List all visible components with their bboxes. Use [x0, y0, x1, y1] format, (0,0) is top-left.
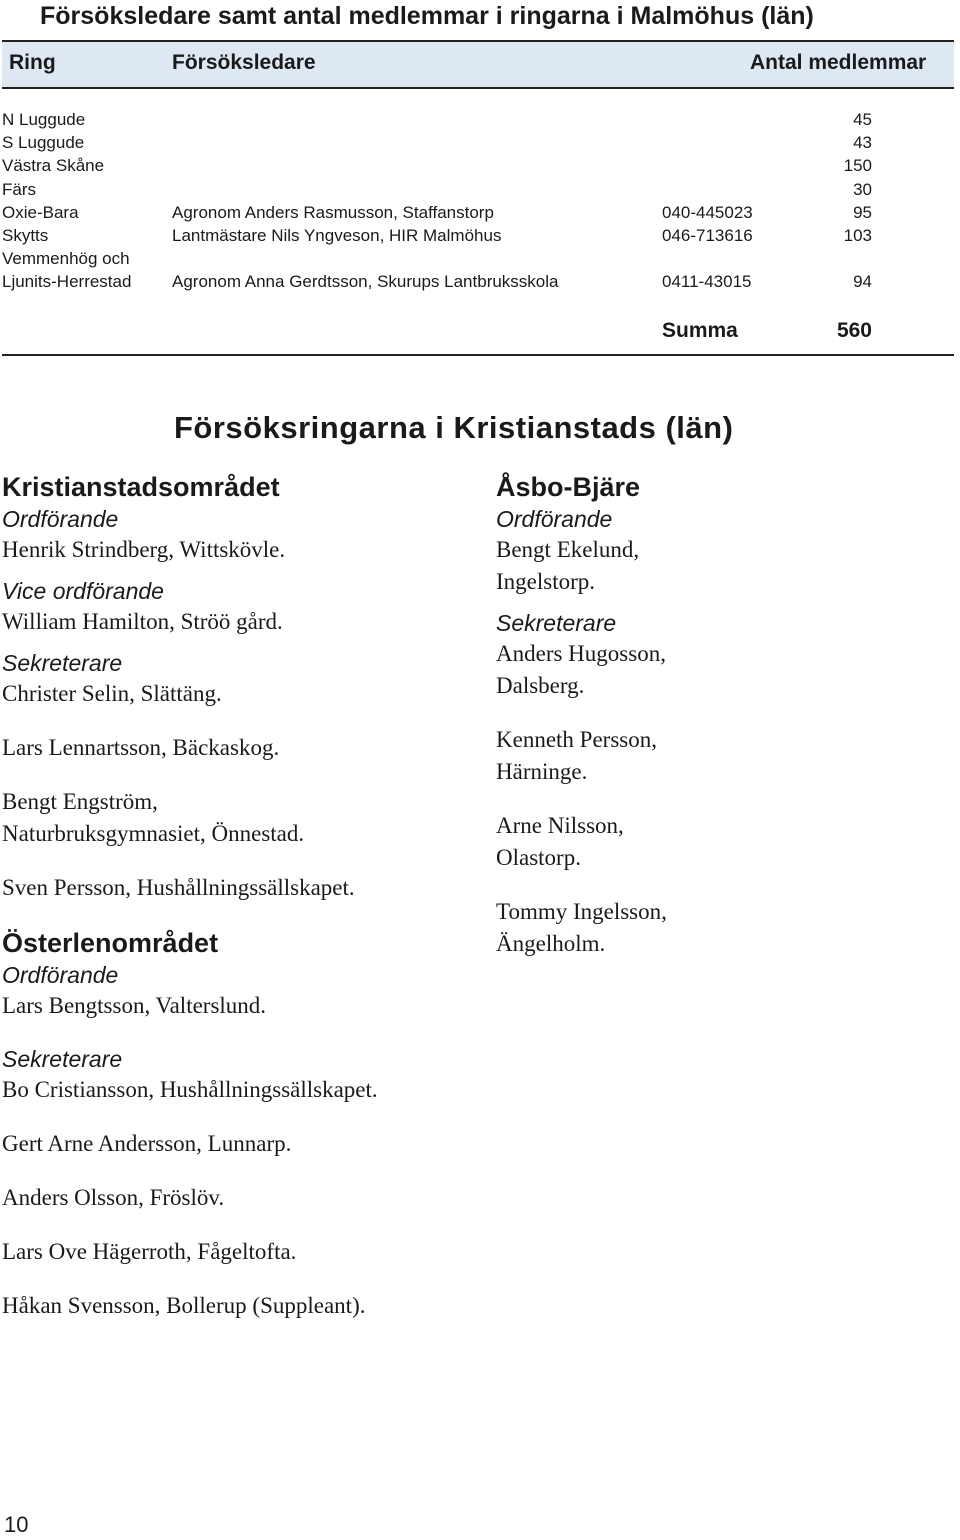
ring-cell: Vemmenhög och — [2, 249, 130, 268]
member-name: Anders Olsson, Fröslöv. — [2, 1185, 225, 1210]
members-cell: 103 — [843, 226, 872, 245]
malmohus-title: Försöksledare samt antal medlemmar i ringarna i Malmöhus (län) — [40, 2, 814, 30]
member-name: Christer Selin, Slättäng. — [2, 681, 222, 706]
summa-label: Summa — [662, 319, 738, 342]
phone-cell: 0411-43015 — [662, 272, 752, 291]
header-bottom-rule — [2, 87, 954, 89]
member-name: Bengt Ekelund, — [496, 537, 640, 562]
leader-cell: Agronom Anders Rasmusson, Staffanstorp — [172, 203, 494, 222]
ring-cell: Skytts — [2, 226, 49, 245]
member-name: Anders Hugosson, — [496, 641, 666, 666]
role-label: Vice ordförande — [2, 578, 164, 604]
member-name: Henrik Strindberg, Wittskövle. — [2, 537, 286, 562]
member-name: Ingelstorp. — [496, 569, 596, 594]
right-column — [496, 470, 936, 960]
header-top-rule — [2, 40, 954, 42]
leader-cell: Agronom Anna Gerdtsson, Skurups Lantbruksskola — [172, 272, 559, 291]
ring-cell: N Luggude — [2, 110, 86, 129]
member-name: Bo Cristiansson, Hushållningssällskapet. — [2, 1077, 378, 1102]
member-name: Håkan Svensson, Bollerup (Suppleant). — [2, 1293, 366, 1318]
role-label: Sekreterare — [2, 1046, 123, 1072]
member-name: Bengt Engström, — [2, 789, 158, 814]
page-number: 10 — [4, 1512, 29, 1537]
member-name: Härninge. — [496, 759, 588, 784]
phone-cell: 040-445023 — [662, 203, 753, 222]
member-name: William Hamilton, Ströö gård. — [2, 609, 283, 634]
role-label: Sekreterare — [2, 650, 123, 676]
member-name: Arne Nilsson, — [496, 813, 624, 838]
phone-cell: 046-713616 — [662, 226, 753, 245]
member-name: Kenneth Persson, — [496, 727, 657, 752]
members-cell: 95 — [853, 203, 872, 222]
member-name: Dalsberg. — [496, 673, 585, 698]
member-name: Sven Persson, Hushållningssällskapet. — [2, 875, 355, 900]
ring-cell: S Luggude — [2, 133, 85, 152]
member-name: Lars Lennartsson, Bäckaskog. — [2, 735, 280, 760]
members-cell: 150 — [843, 156, 872, 175]
members-cell: 94 — [853, 272, 872, 291]
kristianstad-title: Försöksringarna i Kristianstads (län) — [174, 410, 734, 445]
left-column — [2, 470, 472, 1322]
summa-value: 560 — [836, 319, 872, 342]
member-name: Gert Arne Andersson, Lunnarp. — [2, 1131, 292, 1156]
area-heading: Kristianstadsområdet — [2, 472, 280, 502]
members-cell: 30 — [853, 180, 872, 199]
area-heading: Österlenområdet — [2, 928, 219, 958]
col-header-leader: Försöksledare — [172, 51, 316, 74]
member-name: Naturbruksgymnasiet, Önnestad. — [2, 821, 305, 846]
leader-cell: Lantmästare Nils Yngveson, HIR Malmöhus — [172, 226, 502, 245]
col-header-members: Antal medlemmar — [750, 51, 927, 74]
ring-cell: Oxie-Bara — [2, 203, 79, 222]
member-name: Ängelholm. — [496, 931, 606, 956]
members-cell: 43 — [853, 133, 872, 152]
summa-rule — [2, 354, 954, 356]
ring-cell: Ljunits-Herrestad — [2, 272, 132, 291]
member-name: Lars Bengtsson, Valterslund. — [2, 993, 267, 1018]
member-name: Tommy Ingelsson, — [496, 899, 667, 924]
ring-cell: Västra Skåne — [2, 156, 105, 175]
area-heading: Åsbo-Bjäre — [496, 472, 641, 502]
role-label: Ordförande — [2, 962, 119, 988]
role-label: Ordförande — [496, 506, 613, 532]
members-cell: 45 — [853, 110, 872, 129]
role-label: Sekreterare — [496, 610, 617, 636]
member-name: Lars Ove Hägerroth, Fågeltofta. — [2, 1239, 297, 1264]
ring-cell: Färs — [2, 180, 36, 199]
role-label: Ordförande — [2, 506, 119, 532]
member-name: Olastorp. — [496, 845, 581, 870]
col-header-ring: Ring — [9, 51, 56, 74]
